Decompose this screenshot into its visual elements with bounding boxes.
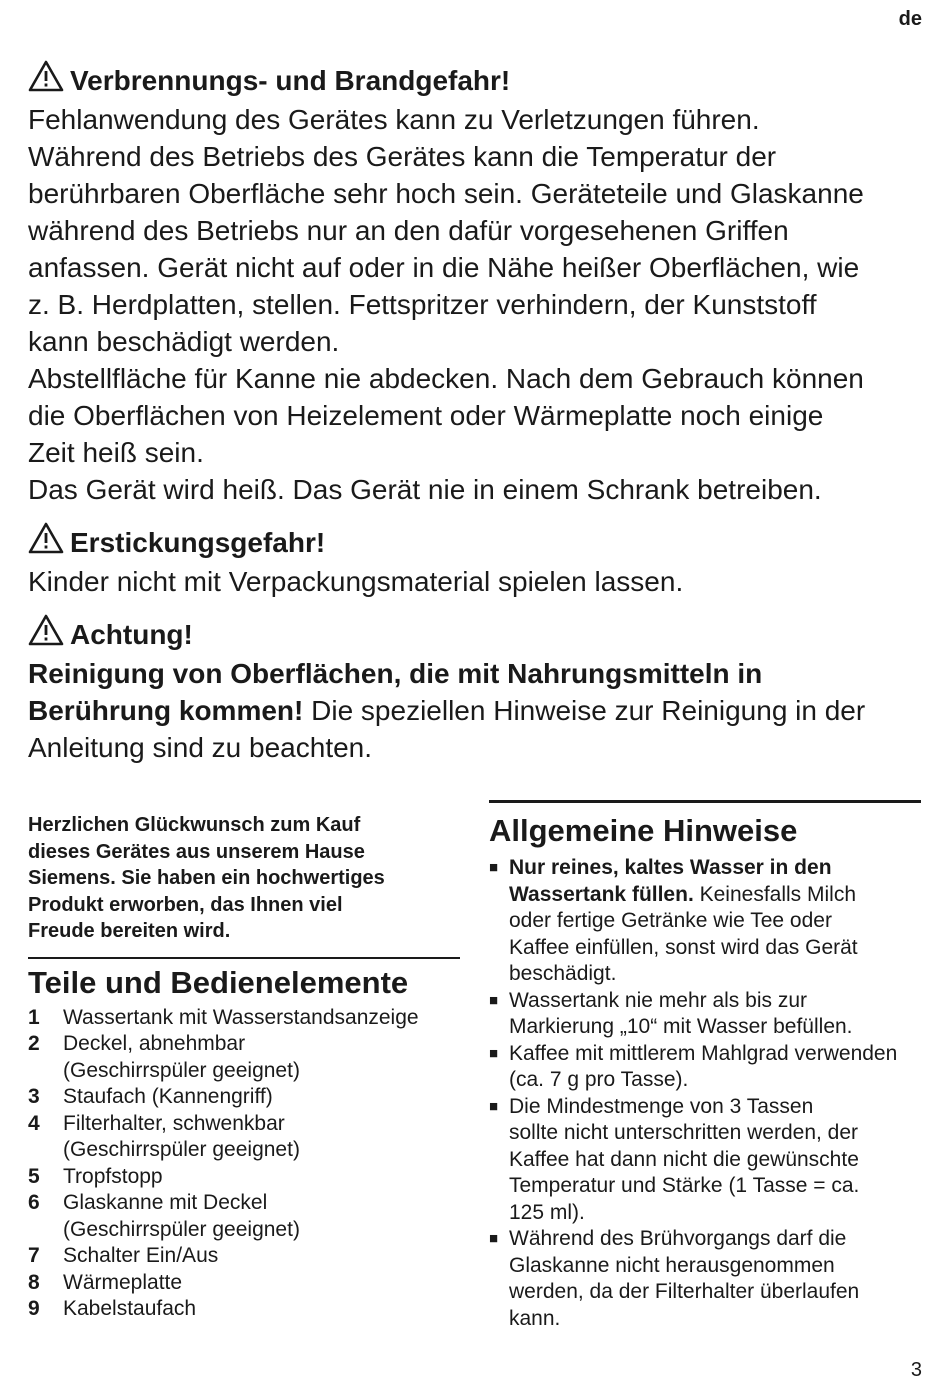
warning-bold-line: Reinigung von Oberflächen, die mit Nahrungsmitteln in xyxy=(28,658,763,689)
intro-text: Herzlichen Glückwunsch zum Kauf dieses Gerätes aus unserem Hause Siemens. Sie haben ein hochwertiges Produkt erworben, das Ihnen viel Freude bereiten wird. xyxy=(28,814,385,942)
right-column xyxy=(489,800,921,1332)
list-item: 2 Deckel, abnehmbar (Geschirrspüler geeignet) xyxy=(28,1032,300,1082)
caution-warning xyxy=(28,614,928,766)
left-column xyxy=(28,812,460,1323)
list-item: ■ Nur reines, kaltes Wasser in den Wassertank füllen. Keinesfalls Milch oder fertige Getränke wie Tee oder Kaffee einfüllen, sonst wird das Gerät beschädigt. xyxy=(489,855,921,988)
notes-heading: Allgemeine Hinweise xyxy=(489,813,798,848)
warning-line: anfassen. Gerät nicht auf oder in die Nähe heißer Oberflächen, wie xyxy=(28,252,860,283)
suffocation-warning xyxy=(28,522,928,600)
safety-warnings xyxy=(28,60,928,780)
section-divider xyxy=(489,800,921,803)
warning-triangle-icon xyxy=(28,522,70,563)
warning-title: Verbrennungs- und Brandgefahr! xyxy=(70,65,511,96)
warning-line: Anleitung sind zu beachten. xyxy=(28,732,373,763)
square-bullet-icon: ■ xyxy=(489,991,499,1009)
list-item: ■ Die Mindestmenge von 3 Tassen sollte nicht unterschritten werden, der Kaffee hat dann nicht die gewünschte Temperatur und Stärke (1 Tasse = ca. 125 ml). xyxy=(489,1094,921,1227)
page-number: 3 xyxy=(910,1359,922,1381)
parts-list xyxy=(28,1005,460,1323)
list-item: 8 Wärmeplatte xyxy=(28,1270,183,1294)
list-item: 3 Staufach (Kannengriff) xyxy=(28,1085,273,1108)
warning-text: Die speziellen Hinweise zur Reinigung in der xyxy=(303,695,866,726)
warning-mixed-line xyxy=(28,692,928,729)
square-bullet-icon: ■ xyxy=(489,1044,499,1062)
list-item: 9 Kabelstaufach xyxy=(28,1297,197,1320)
warning-title: Erstickungsgefahr! xyxy=(70,527,326,558)
warning-bold-text: Berührung kommen! xyxy=(28,695,304,726)
list-item: 6 Glaskanne mit Deckel (Geschirrspüler geeignet) xyxy=(28,1191,300,1241)
list-item: 1 Wassertank mit Wasserstandsanzeige xyxy=(28,1005,419,1029)
warning-line: Während des Betriebs des Gerätes kann die Temperatur der xyxy=(28,141,777,172)
warning-line: berührbaren Oberfläche sehr hoch sein. Geräteteile und Glaskanne xyxy=(28,178,864,209)
warning-triangle-icon xyxy=(28,614,70,655)
warning-triangle-icon xyxy=(28,60,70,101)
parts-heading: Teile und Bedienelemente xyxy=(28,964,409,1000)
burn-warning xyxy=(28,60,928,508)
warning-line: die Oberflächen von Heizelement oder Wärmeplatte noch einige xyxy=(28,400,824,431)
warning-line: kann beschädigt werden. xyxy=(28,326,340,357)
list-item: ■ Während des Brühvorgangs darf die Glaskanne nicht herausgenommen werden, da der Filterhalter überlaufen kann. xyxy=(489,1226,921,1332)
warning-line: Abstellfläche für Kanne nie abdecken. Nach dem Gebrauch können xyxy=(28,363,864,394)
warning-line: Das Gerät wird heiß. Das Gerät nie in einem Schrank betreiben. xyxy=(28,474,822,505)
warning-line: während des Betriebs nur an den dafür vorgesehenen Griffen xyxy=(28,215,789,246)
warning-line: Zeit heiß sein. xyxy=(28,437,204,468)
language-label: de xyxy=(898,8,922,30)
section-divider xyxy=(28,957,460,959)
list-item: 4 Filterhalter, schwenkbar (Geschirrspüler geeignet) xyxy=(28,1111,300,1161)
warning-line: Kinder nicht mit Verpackungsmaterial spielen lassen. xyxy=(28,566,684,597)
square-bullet-icon: ■ xyxy=(489,1097,499,1115)
list-item: 5 Tropfstopp xyxy=(28,1164,163,1188)
warning-line: Fehlanwendung des Gerätes kann zu Verletzungen führen. xyxy=(28,104,760,135)
warning-title: Achtung! xyxy=(70,619,193,650)
warning-line: z. B. Herdplatten, stellen. Fettspritzer verhindern, der Kunststoff xyxy=(28,289,817,320)
list-item: ■ Wassertank nie mehr als bis zur Markierung „10“ mit Wasser befüllen. xyxy=(489,988,921,1041)
list-item: 7 Schalter Ein/Aus xyxy=(28,1244,219,1267)
square-bullet-icon: ■ xyxy=(489,1230,499,1247)
square-bullet-icon: ■ xyxy=(489,859,499,876)
list-item: ■ Kaffee mit mittlerem Mahlgrad verwenden (ca. 7 g pro Tasse). xyxy=(489,1041,921,1094)
notes-list xyxy=(489,855,921,1332)
